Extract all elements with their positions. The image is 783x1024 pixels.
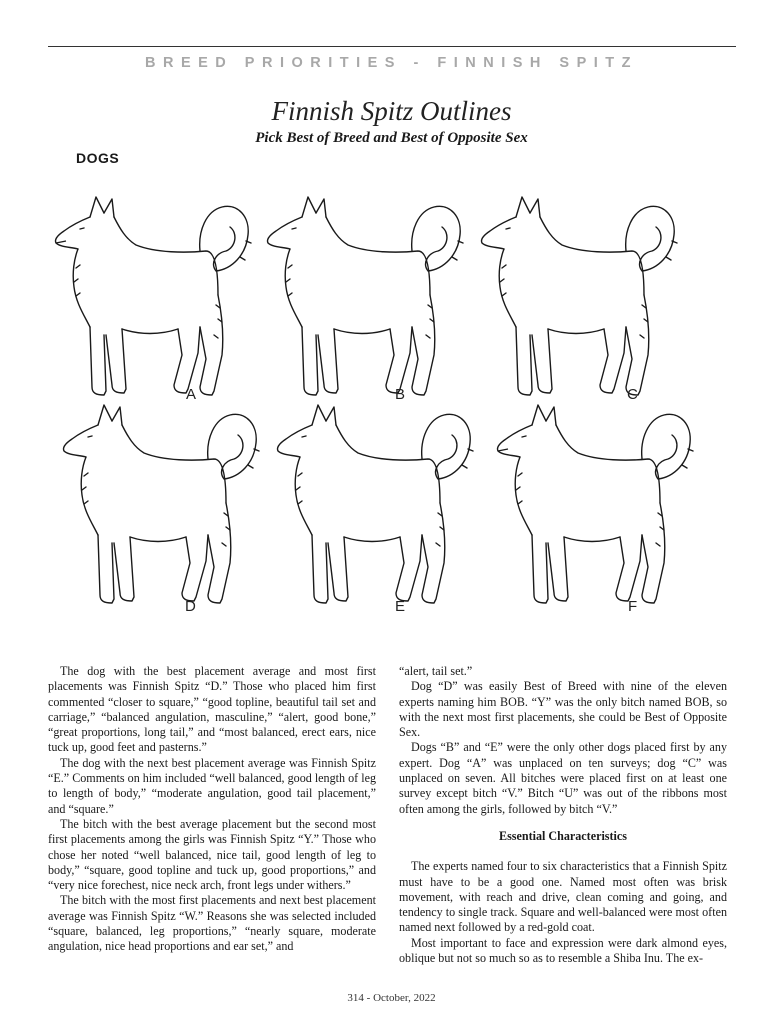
paragraph: The experts named four to six characteristics that a Finnish Spitz must have to be a good one. Named most often was brisk movement, with reach and drive, clean coming and going, and tendency to single track. Square and well-balanced were most often named next followed by a red-gold coat. bbox=[399, 859, 727, 935]
dog-outline-f bbox=[497, 405, 693, 603]
running-head: BREED PRIORITIES - FINNISH SPITZ bbox=[145, 55, 638, 71]
page-title: Finnish Spitz Outlines bbox=[271, 96, 512, 126]
page-subtitle: Pick Best of Breed and Best of Opposite Sex bbox=[255, 130, 528, 146]
dog-label-f: F bbox=[628, 598, 638, 615]
dog-outline-a bbox=[55, 197, 251, 395]
paragraph: Dog “D” was easily Best of Breed with nine of the eleven experts naming him BOB. “Y” was the only bitch named BOB, so with the next most first placements, she could be Best of Opposite Sex. bbox=[399, 679, 727, 740]
right-column bbox=[399, 664, 727, 966]
dog-label-b: B bbox=[395, 386, 406, 403]
paragraph: The dog with the best placement average and most first placements was Finnish Spitz “D.” Those who placed him first commented “closer to square,” “good topline, beautiful tail set and carriage,” “balanced angulation, masculine,” “alert, good bone,” “great proportions, long tail,” and “most balanced, erect ears, nice tuck up, good feet and pasterns.” bbox=[48, 664, 376, 755]
dog-outline-b bbox=[267, 197, 463, 395]
left-column bbox=[48, 664, 376, 955]
paragraph-continuation: “alert, tail set.” bbox=[399, 664, 473, 678]
dog-label-d: D bbox=[185, 598, 196, 615]
dog-outline-d bbox=[63, 405, 259, 603]
subheading-essential-characteristics: Essential Characteristics bbox=[499, 828, 627, 843]
dog-label-e: E bbox=[395, 598, 406, 615]
dog-label-c: C bbox=[627, 386, 638, 403]
paragraph: Dogs “B” and “E” were the only other dogs placed first by any expert. Dog “A” was unplaced on ten surveys; dog “C” was unplaced on seven. All bitches were placed first on at least one survey except bitch “V.” Bitch “U” was out of the ribbons most often among the girls, followed by bitch “V.” bbox=[399, 740, 727, 816]
dog-label-a: A bbox=[186, 386, 197, 403]
dog-outline-c bbox=[481, 197, 677, 395]
section-label-dogs: DOGS bbox=[76, 150, 120, 166]
paragraph: The dog with the next best placement average was Finnish Spitz “E.” Comments on him included “well balanced, good length of leg to length of body,” “moderate angulation, good tail placement,” and “square.” bbox=[48, 755, 376, 816]
paragraph: The bitch with the best average placement but the second most first placements among the girls was Finnish Spitz “Y.” Those who chose her noted “well balanced, nice tail, good length of leg to body,” “square, good topline and tuck up, good proportions,” and “very nice forechest, nice neck arch, front legs under withers.” bbox=[48, 816, 376, 893]
paragraph: Most important to face and expression were dark almond eyes, oblique but not so much so as to resemble a Shiba Inu. The ex- bbox=[399, 935, 727, 966]
dog-outline-e bbox=[277, 405, 473, 603]
paragraph: The bitch with the most first placements and next best placement average was Finnish Spitz “W.” Reasons she was selected included “square, balanced, leg proportions,” “nearly square, moderate angulation, nice head proportions and ear set,” and bbox=[48, 893, 376, 954]
page-folio: 314 - October, 2022 bbox=[347, 992, 436, 1004]
